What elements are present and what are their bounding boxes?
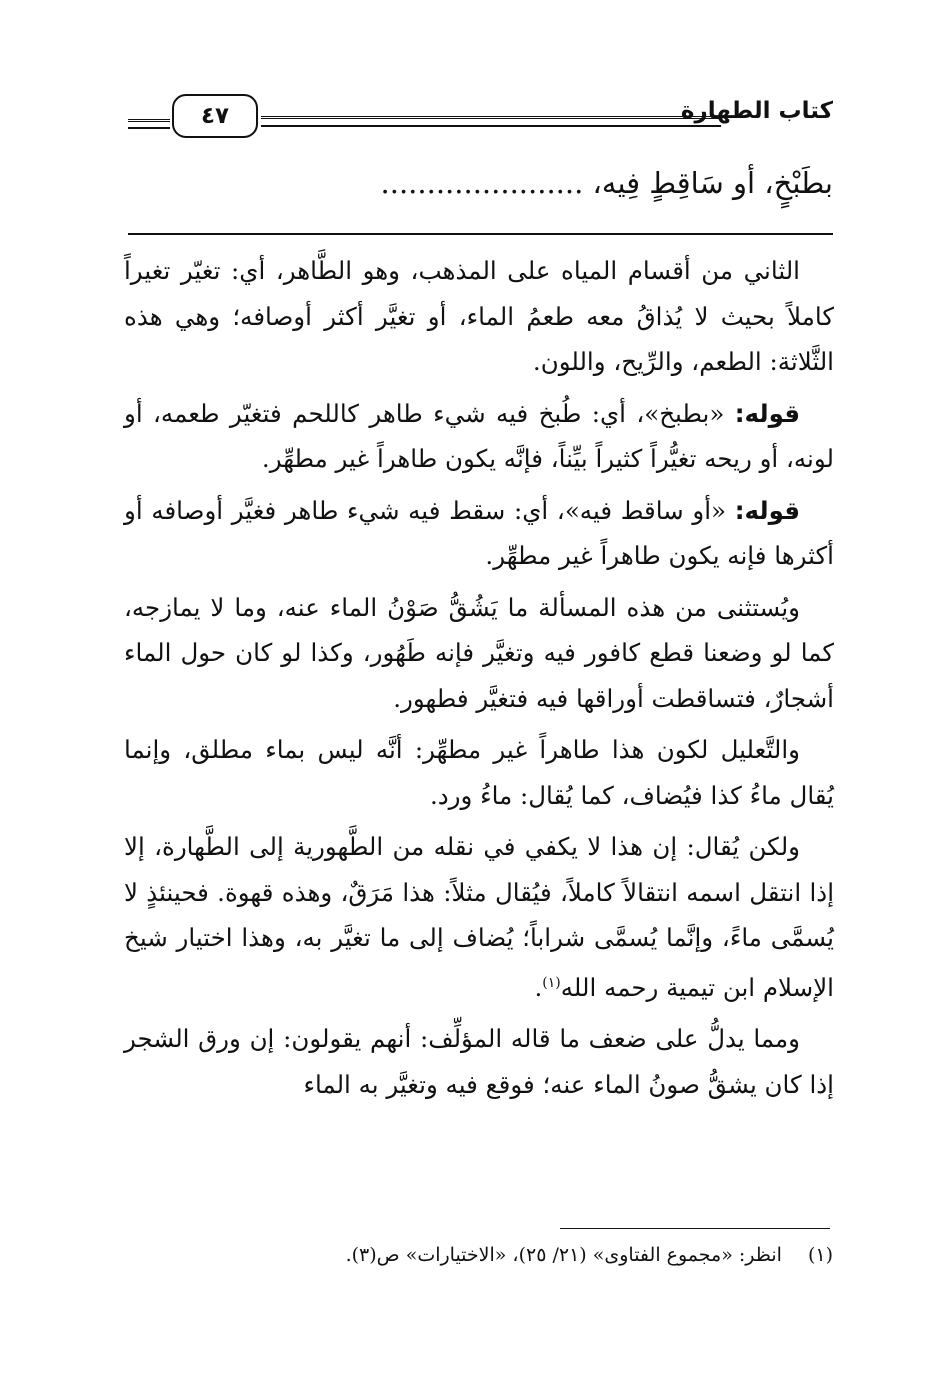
paragraph-text: ومما يدلُّ على ضعف ما قاله المؤلِّف: أنهم يقولون: إن ورق الشجر إذا كان يشقُّ صونُ الماء عنه؛ فوقع فيه وتغيَّر به الماء: [124, 1024, 834, 1099]
paragraph-text: ويُستثنى من هذه المسألة ما يَشُقُّ صَوْنُ الماء عنه، وما لا يمازجه، كما لو وضعنا قطع كافور فيه وتغيَّر فإنه طَهُور، وكذا لو كان حول الماء أشجارٌ، فتساقطت أوراقها فيه فتغيَّر فطهور.: [124, 592, 834, 713]
page-number: ٤٧: [172, 94, 258, 138]
paragraph-tail: .: [534, 972, 543, 1002]
paragraph: [124, 1016, 834, 1107]
paragraph-text: ولكن يُقال: إن هذا لا يكفي في نقله من الطَّهورية إلى الطَّهارة، إلا إذا انتقل اسمه انتقالاً كاملاً، فيُقال مثلاً: هذا مَرَقٌ، وهذه قهوة. فحينئذٍ لا يُسمَّى ماءً، وإنَّما يُسمَّى شراباً؛ يُضاف إلى ما تغيَّر به، وهذا اختيار شيخ الإسلام ابن تيمية رحمه الله: [124, 832, 834, 1002]
header-rule-right: [261, 116, 721, 119]
paragraph: [124, 391, 834, 482]
footnote: [128, 1240, 833, 1270]
paragraph: [124, 585, 834, 722]
matn-separator: [128, 233, 833, 235]
paragraph: [124, 824, 834, 1010]
header-rule-right-lower: [261, 125, 721, 127]
book-title: كتاب الطهارة: [680, 98, 833, 124]
paragraph-lead: قوله:: [734, 495, 800, 525]
paragraph-lead: قوله:: [734, 398, 800, 428]
matn-text: بطَبْخٍ، أو سَاقِطٍ فِيه، ......................: [380, 166, 833, 200]
page-header: [128, 92, 833, 148]
paragraph-text: «أو ساقط فيه»، أي: سقط فيه شيء طاهر فغيَّر أوصافه أو أكثرها فإنه يكون طاهراً غير مطهِّر.: [124, 495, 834, 570]
paragraph: [124, 727, 834, 818]
paragraph-text: الثاني من أقسام المياه على المذهب، وهو الطَّاهر، أي: تغيّر تغيراً كاملاً بحيث لا يُذاقُ معه طعمُ الماء، أو تغيَّر أكثر أوصافه؛ وهي هذه الثَّلاثة: الطعم، والرِّيح، واللون.: [124, 256, 834, 376]
header-rule-left: [128, 119, 170, 122]
paragraph-text: والتَّعليل لكون هذا طاهراً غير مطهِّر: أنَّه ليس بماء مطلق، وإنما يُقال ماءُ كذا فيُضاف، كما يُقال: ماءُ ورد.: [124, 735, 834, 810]
footnote-separator: [560, 1228, 830, 1229]
paragraph: [124, 248, 834, 385]
footnote-number: (١): [807, 1244, 833, 1266]
header-rule-left-lower: [128, 127, 170, 129]
commentary-body: [124, 248, 834, 1113]
footnote-text: انظر: «مجموع الفتاوى» (٢١/ ٢٥)، «الاختيارات» ص(٣).: [345, 1244, 782, 1266]
paragraph-text: «بطبخ»، أي: طُبخ فيه شيء طاهر كاللحم فتغيّر طعمه، أو لونه، أو ريحه تغيُّراً كثيراً بيِّناً، فإنَّه يكون طاهراً غير مطهِّر.: [124, 398, 834, 473]
footnote-marker: (١): [542, 974, 561, 991]
paragraph: [124, 488, 834, 579]
